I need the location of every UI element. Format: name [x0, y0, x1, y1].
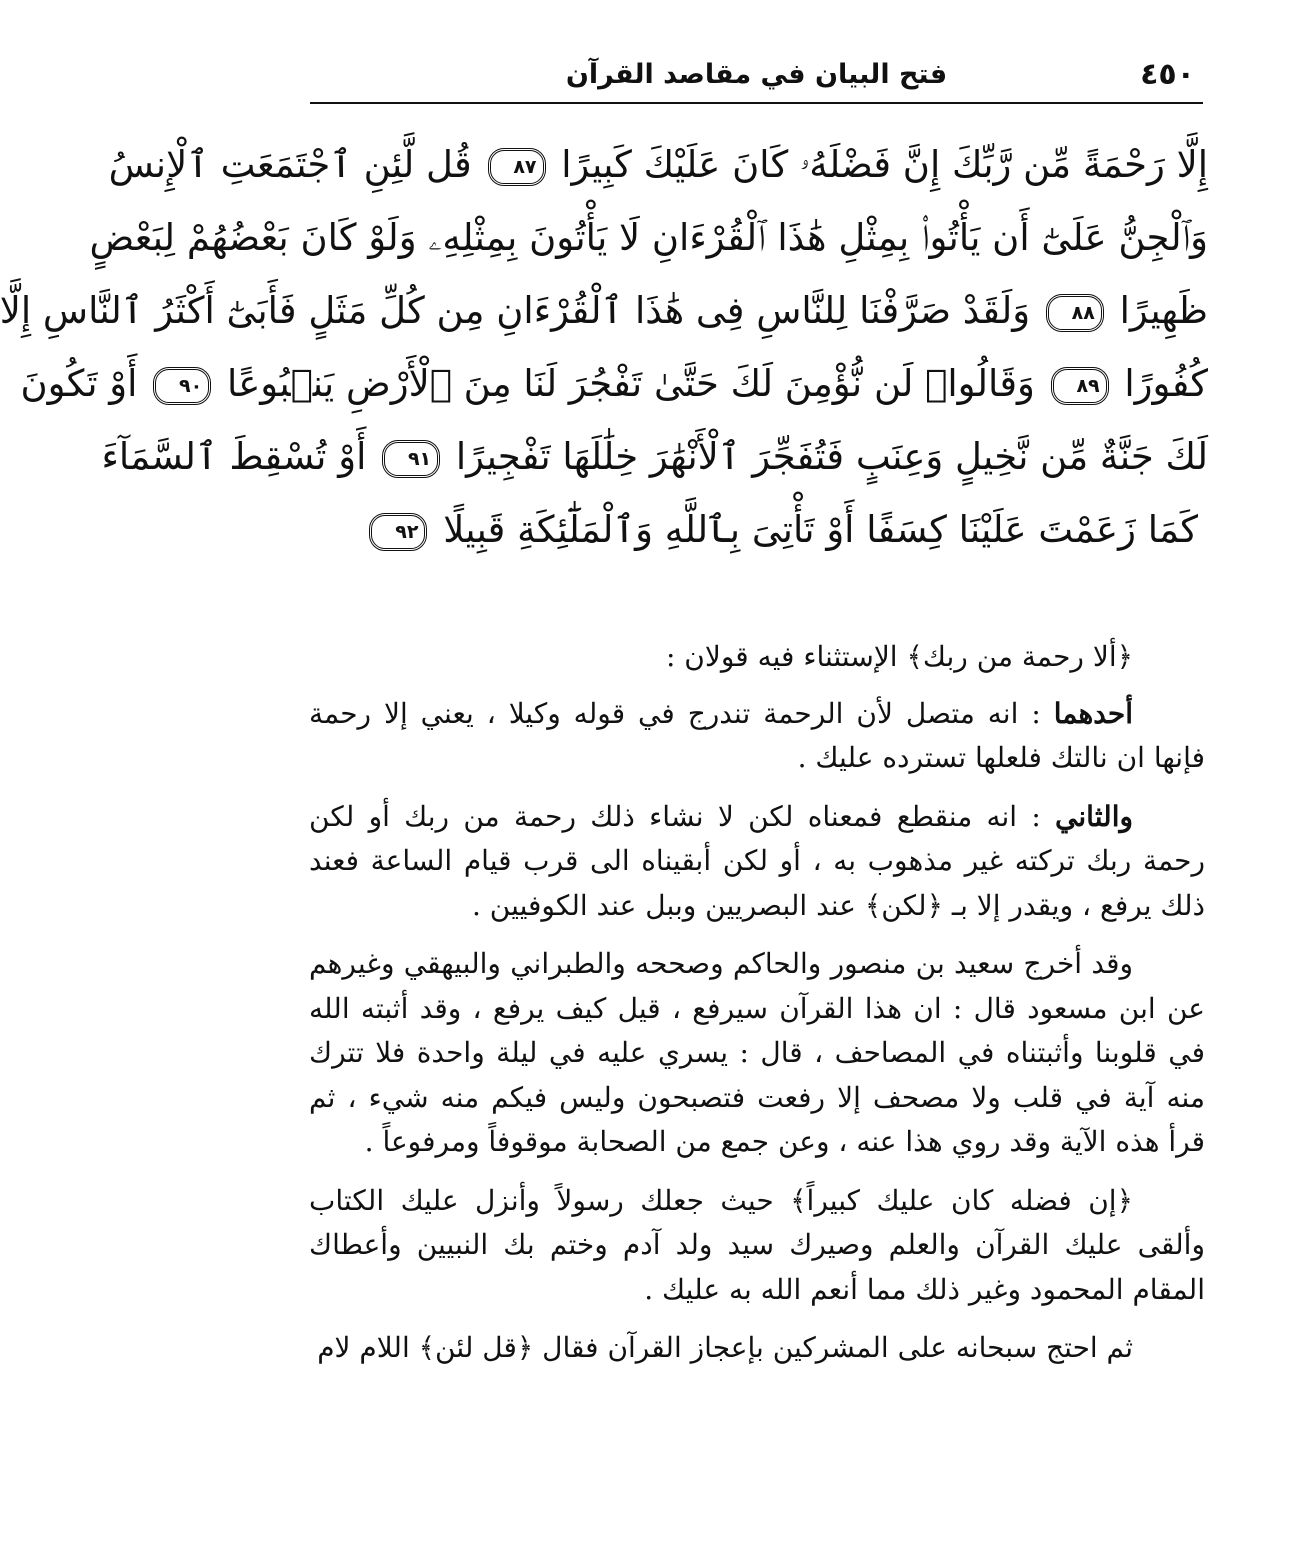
verse-text: لَكَ جَنَّةٌ مِّن نَّخِيلٍ وَعِنَبٍ فَتُفَجِّرَ ٱلْأَنْهَٰرَ خِلَٰلَهَا تَفْجِيرًا	[455, 435, 1208, 478]
page-header	[310, 55, 1203, 101]
quran-line	[89, 201, 1208, 274]
paragraph: وقد أخرج سعيد بن منصور والحاكم وصححه والطبراني والبيهقي وغيرهم عن ابن مسعود قال : ان هذا القرآن سيرفع ، قيل كيف يرفع ، وقد أثبته الله في قلوبنا وأثبتناه في المصاحف ، قال : يسري عليه في ليلة واحدة فلا تترك منه آية في قلب ولا مصحف إلا رفعت فتصبحون وليس فيكم منه شيء ، ثم قرأ هذه الآية وقد روي هذا عنه ، وعن جمع من الصحابة موقوفاً ومرفوعاً .	[309, 947, 1205, 1158]
paragraph: ﴿إن فضله كان عليك كبيراً﴾ حيث جعلك رسولاً وأنزل عليك الكتاب وألقى عليك القرآن والعلم وصيرك سيد ولد آدم وختم بك النبيين وأعطاك المقام المحمود وغير ذلك مما أنعم الله به عليك .	[309, 1183, 1205, 1306]
quran-line	[101, 420, 1208, 493]
ayah-number-marker: ٨٧	[488, 148, 546, 186]
paragraph	[309, 692, 1205, 781]
ayah-number-marker: ٩٠	[153, 367, 211, 405]
book-title: فتح البيان في مقاصد القرآن	[565, 59, 948, 90]
quran-line	[108, 128, 1208, 201]
paragraph	[309, 795, 1205, 929]
verse-text: أَوْ تُسْقِطَ ٱلسَّمَآءَ	[101, 435, 367, 478]
paragraph: ثم احتج سبحانه على المشركين بإعجاز القرآن فقال ﴿قل لئن﴾ اللام لام	[317, 1331, 1133, 1364]
verse-text: ظَهِيرًا	[1119, 289, 1208, 332]
quran-line	[308, 493, 1208, 566]
header-rule	[310, 102, 1203, 104]
quran-line	[0, 274, 1208, 347]
commentary-text	[309, 635, 1205, 1385]
verse-text: كُفُورًا	[1124, 362, 1208, 405]
verse-text: قُل لَّئِنِ ٱجْتَمَعَتِ ٱلْإِنسُ	[108, 143, 472, 186]
verse-text: وَقَالُوا۟ لَن نُّؤْمِنَ لَكَ حَتَّىٰ تَفْجُرَ لَنَا مِنَ ٱلْأَرْضِ يَنۢبُوعًا	[226, 362, 1035, 405]
verse-text: وَلَقَدْ صَرَّفْنَا لِلنَّاسِ فِى هَٰذَا ٱلْقُرْءَانِ مِن كُلِّ مَثَلٍ فَأَبَىٰٓ أَكْثَرُ ٱلنَّاسِ إِلَّا	[0, 289, 1031, 332]
ayah-number-marker: ٩١	[382, 440, 440, 478]
paragraph-body: : انه متصل لأن الرحمة تندرج في قوله وكيلا ، يعني إلا رحمة فإنها ان نالتك فلعلها تسترده عليك .	[309, 696, 1205, 774]
ayah-number-marker: ٩٢	[369, 513, 427, 551]
verse-text: وَٱلْجِنُّ عَلَىٰٓ أَن يَأْتُوا۟ بِمِثْلِ هَٰذَا ٱلْقُرْءَانِ لَا يَأْتُونَ بِمِثْلِهِۦ وَلَوْ كَانَ بَعْضُهُمْ لِبَعْضٍ	[89, 216, 1208, 259]
page-number: ٤٥٠	[1140, 57, 1195, 92]
paragraph-label: والثاني	[1055, 799, 1133, 833]
verse-text: كَمَا زَعَمْتَ عَلَيْنَا كِسَفًا أَوْ تَأْتِىَ بِٱللَّهِ وَٱلْمَلَٰٓئِكَةِ قَبِيلًا	[443, 508, 1198, 551]
verse-text: أَوْ تَكُونَ	[20, 362, 138, 405]
ayah-number-marker: ٨٨	[1046, 294, 1104, 332]
paragraph-label: أحدهما	[1053, 696, 1133, 730]
quran-verses	[0, 128, 1208, 566]
paragraph: ﴿ألا رحمة من ربك﴾ الإستثناء فيه قولان :	[665, 640, 1133, 673]
ayah-number-marker: ٨٩	[1051, 367, 1109, 405]
paragraph-body: : انه منقطع فمعناه لكن لا نشاء ذلك رحمة من ربك أو لكن رحمة ربك تركته غير مذهوب به ، أو لكن أبقيناه الى قرب قيام الساعة فعند ذلك يرفع ، ويقدر إلا بـ ﴿لكن﴾ عند البصريين وببل عند الكوفيين .	[309, 799, 1205, 922]
verse-text: إِلَّا رَحْمَةً مِّن رَّبِّكَ إِنَّ فَضْلَهُۥ كَانَ عَلَيْكَ كَبِيرًا	[561, 143, 1208, 186]
quran-line	[20, 347, 1208, 420]
